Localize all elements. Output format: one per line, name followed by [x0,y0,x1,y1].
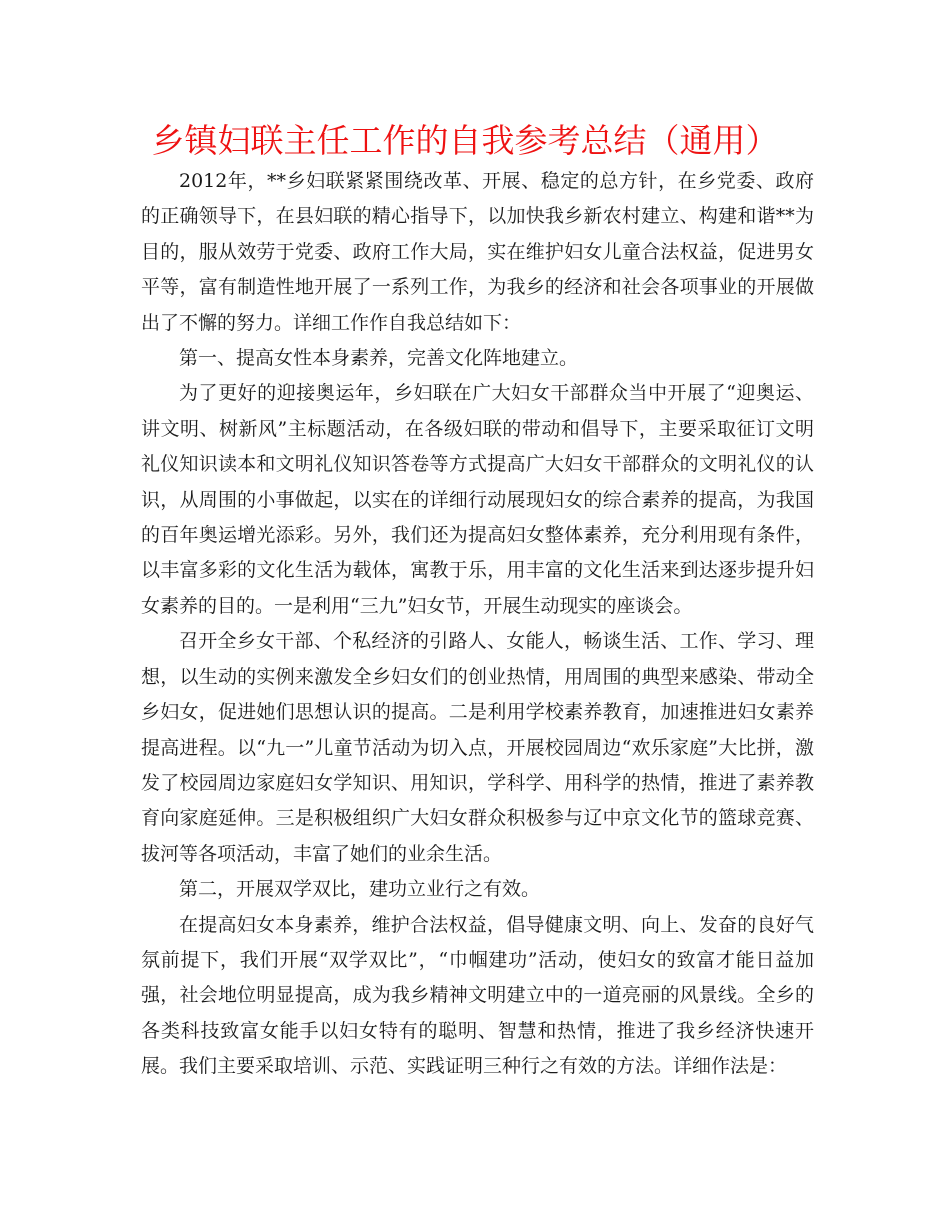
paragraph-heading-second: 第二，开展双学双比，建功立业行之有效。 [179,878,541,901]
paragraph-meeting: 召开全乡女干部、个私经济的引路人、女能人，畅谈生活、工作、学习、理想，以生动的实例来激发全乡妇女们的创业热情，用周围的典型来感染、带动全乡妇女，促进她们思想认识的提高。二是利用学校素养教育，加速推进妇女素养提高进程。以“九一”儿童节活动为切入点，开展校园周边“欢乐家庭”大比拼，激发了校园周边家庭妇女学知识、用知识，学科学、用科学的热情，推进了素养教育向家庭延伸。三是积极组织广大妇女群众积极参与辽中京文化节的篮球竞赛、拔河等各项活动，丰富了她们的业余生活。 [141,630,814,865]
paragraph-heading-first: 第一、提高女性本身素养，完善文化阵地建立。 [179,347,579,370]
document-body [141,164,814,1085]
document-title: 乡镇妇联主任工作的自我参考总结（通用） [151,121,779,160]
paragraph-olympics: 为了更好的迎接奥运年，乡妇联在广大妇女干部群众当中开展了“迎奥运、讲文明、树新风”主标题活动，在各级妇联的带动和倡导下，主要采取征订文明礼仪知识读本和文明礼仪知识答卷等方式提高广大妇女干部群众的文明礼仪的认识，从周围的小事做起，以实在的详细行动展现妇女的综合素养的提高，为我国的百年奥运增光添彩。另外，我们还为提高妇女整体素养，充分利用现有条件，以丰富多彩的文化生活为载体，寓教于乐，用丰富的文化生活来到达逐步提升妇女素养的目的。一是利用“三九”妇女节，开展生动现实的座谈会。 [141,382,814,617]
paragraph-intro: 2012年，**乡妇联紧紧围绕改革、开展、稳定的总方针，在乡党委、政府的正确领导下，在县妇联的精心指导下，以加快我乡新农村建立、构建和谐**为目的，服从效劳于党委、政府工作大局，实在维护妇女儿童合法权益，促进男女平等，富有制造性地开展了一系列工作，为我乡的经济和社会各项事业的开展做出了不懈的努力。详细工作作自我总结如下： [141,170,814,334]
paragraph-double-learning: 在提高妇女本身素养，维护合法权益，倡导健康文明、向上、发奋的良好气氛前提下，我们开展“双学双比”，“巾帼建功”活动，使妇女的致富才能日益加强，社会地位明显提高，成为我乡精神文明建立中的一道亮丽的风景线。全乡的各类科技致富女能手以妇女特有的聪明、智慧和热情，推进了我乡经济快速开展。我们主要采取培训、示范、实践证明三种行之有效的方法。详细作法是： [141,913,814,1078]
